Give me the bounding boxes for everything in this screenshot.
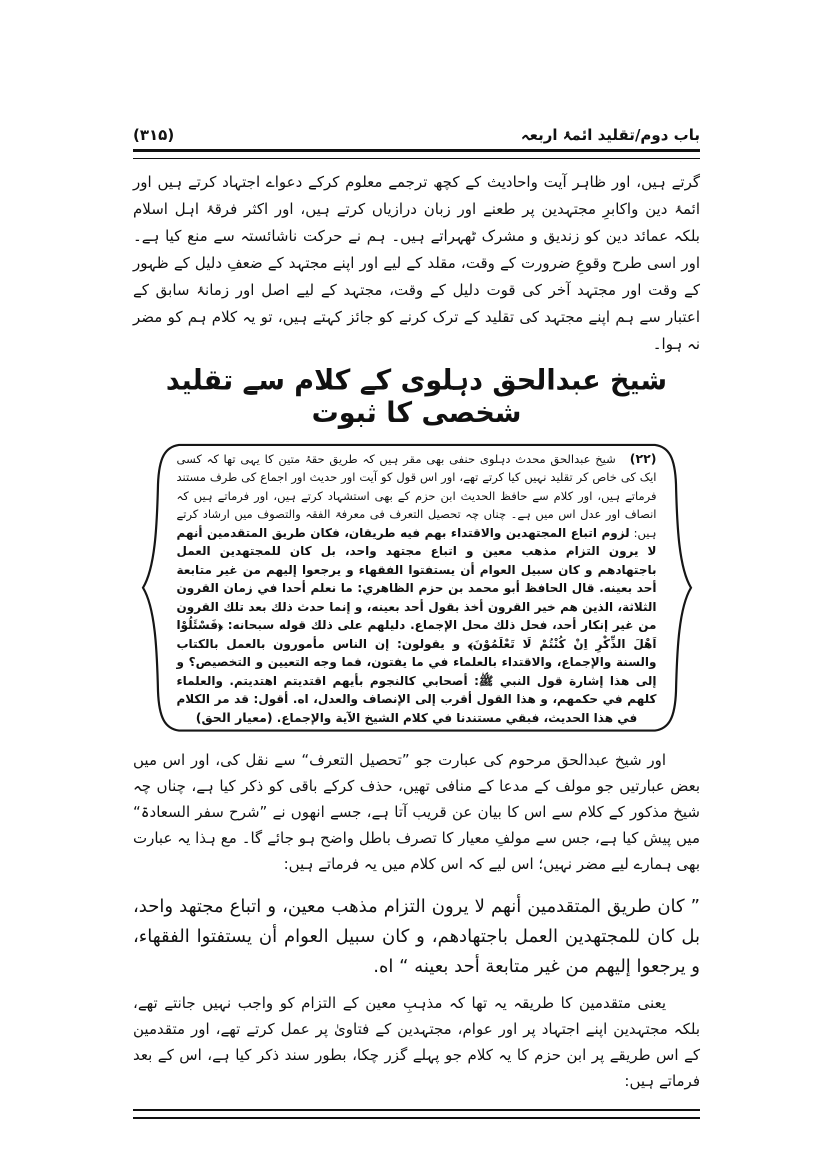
commentary-paragraph: اور شیخ عبدالحق مرحوم کی عبارت جو ”تحصیل التعرف“ سے نقل کی، اور اس میں بعض عبارتیں جو مولف کے مدعا کے منافی تھیں، حذف کرکے باقی کو ذکر کیا ہے، چناں چہ شیخ مذکور کے کلام سے اس کا بیان عن قریب آتا ہے، جسے انھوں نے ”شرح سفر السعادۃ“ میں پیش کیا ہے، جس سے مولفِ معیار کا تصرف باطل واضح ہو جائے گا۔ مع ہذا یہ عبارت بھی ہمارے لیے مضر نہیں؛ اس لیے کہ اس کلام میں یہ فرماتے ہیں: <box>133 750 700 873</box>
page-header <box>133 126 700 144</box>
chapter-title: باب دوم/تقلید ائمۂ اربعہ <box>520 126 700 144</box>
quote-box-source: (معیار الحق) <box>195 709 273 725</box>
quote-number: (۲۲) <box>629 450 657 466</box>
quote-box-intro: شیخ عبدالحق محدث دہلوی حنفی بھی مقر ہیں کہ طریق حقۂ متین کا یہی تھا کہ کسی ایک کی خاص کر تقلید نہیں کیا کرتے تھے، اور اس قول کو آیت اور حدیث اور اجماع کی طرف مستند فرماتے ہیں، اور کلام سے حافظ الحدیث ابن حزم کے بھی استشہاد کرتے ہیں، اور فرماتے ہیں کہ انصاف اور عدل اس میں ہے۔ چناں چہ تحصیل التعرف فی معرفۃ الفقہ والتصوف میں ارشاد کرتے ہیں: <box>176 451 657 540</box>
section-heading: شیخ عبدالحق دہلوی کے کلام سے تقلید شخصی کا ثبوت <box>165 364 668 430</box>
page-content <box>133 126 700 1119</box>
arabic-quote: ” کان طريق المتقدمين أنهم لا يرون التزام مذهب معين، و اتباع مجتهد واحد، بل كان للمجتهدين العمل باجتهادهم، و كان سبيل العوام أن يستفتوا الفقهاء، و يرجعوا إليهم من غير متابعة أحد بعينه “ اه. <box>133 895 700 977</box>
page-number: (۳۱۵) <box>133 126 175 144</box>
header-rule <box>133 149 700 159</box>
quote-box-text <box>153 440 681 736</box>
closing-paragraph: یعنی متقدمین کا طریقہ یہ تھا کہ مذہبِ معین کے التزام کو واجب نہیں جانتے تھے، بلکہ مجتہدین اپنے اجتہاد پر اور عوام، مجتہدین کے فتاویٰ پر عمل کرتے تھے، اور متقدمین کے اس طریقے پر ابن حزم کا یہ کلام جو پہلے گزر چکا، بطور سند ذکر کیا ہے، اس کے بعد فرماتے ہیں: <box>133 993 700 1090</box>
footer-rule <box>133 1109 700 1119</box>
opening-paragraph: گرتے ہیں، اور ظاہر آیت واحادیث کے کچھ ترجمے معلوم کرکے دعواے اجتہاد کرتے ہیں اور ائمۂ دین واکابرِ مجتہدین پر طعنے اور زبان درازیاں کرتے ہیں، اور اکثر فرقۂ اہل اسلام بلکہ عمائد دین کو زندیق و مشرک ٹھہراتے ہیں۔ ہم نے حرکت ناشائستہ سے منع کیا ہے۔ اور اسی طرح وقوعِ ضرورت کے وقت، مقلد کے لیے اور اپنے مجتہد کے ضعفِ دلیل کے ظہور کے وقت اور مجتہد آخر کی قوت دلیل کے وقت، مجتہد کے لیے اصل اور زمانۂ سابق کے اعتبار سے ہم اپنے مجتہد کی تقلید کے ترک کرنے کو جائز کہتے ہیں، تو یہ کلام ہم کو مضر نہ ہوا۔ <box>133 173 700 353</box>
quote-box-arabic: لزوم اتباع المجتهدين والاقتداء بهم فيه طريقان، فكان طريق المتقدمين أنهم لا يرون التزام مذهب معين و اتباع مجتهد واحد، بل كان للمجتهدين العمل باجتهادهم و كان سبيل العوام أن يستفتوا الفقهاء و يرجعوا إليهم من غير متابعة أحد بعينه. قال الحافظ أبو محمد بن حزم الظاهري: ما نعلم أحدا في زمان القرون الثلاثة، الذين هم خير القرون أخذ بقول أحد بعينه، و إنما حدث ذلك بعد تلك القرون من غير إنكار أحد، فحل ذلك محل الإجماع. دليلهم على ذلك قوله سبحانه: ﴿فَسْئَلُوْا اَهْلَ الذِّكْرِ اِنْ كُنْتُمْ لَا تَعْلَمُوْنَ﴾ و يقولون: إن الناس مأمورون بالعمل بالكتاب والسنة والإجماع، والاقتداء بالعلماء في ما يفتون، فما وجه التعيين و التخصيص؟ و إلى هذا إشارة قول النبي ﷺ: أصحابي كالنجوم بأيهم اقتديتم اهتديتم. والعلماء كلهم في حكمهم، و هذا القول أقرب إلى الإنصاف والعدل، اه. أقول: قد مر الكلام في هذا الحديث، فبقي مستندنا في كلام الشيخ الآية والإجماع. <box>176 525 657 725</box>
quote-box <box>153 440 681 736</box>
